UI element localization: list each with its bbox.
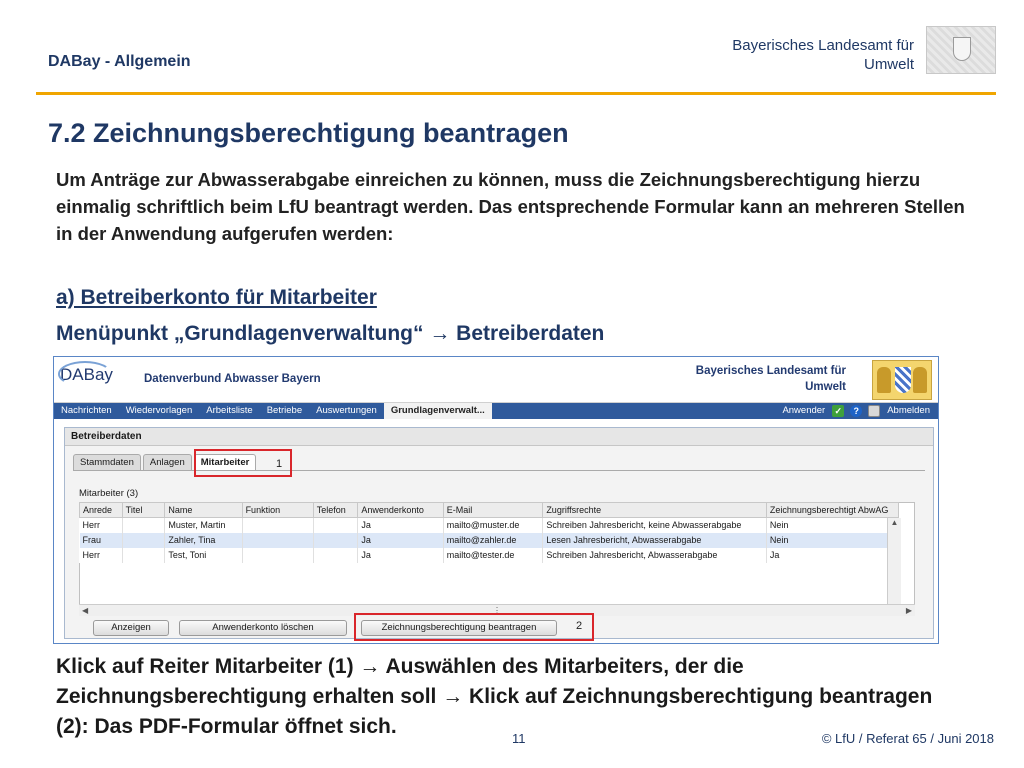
help-icon[interactable]: ? (850, 405, 862, 417)
scroll-grip-icon[interactable]: ⋮ (493, 606, 501, 615)
menu-item-arbeitsliste[interactable]: Arbeitsliste (206, 405, 253, 416)
app-org-name: Bayerisches Landesamt für Umwelt (695, 365, 846, 393)
column-header[interactable]: Anrede (80, 503, 123, 518)
tab-anlagen[interactable]: Anlagen (143, 454, 192, 470)
org-name-line1: Bayerisches Landesamt für (732, 37, 914, 54)
subheading: a) Betreiberkonto für Mitarbeiter (56, 286, 377, 309)
table-row[interactable]: Herr Muster, Martin Ja mailto@muster.de Schreiben Jahresbericht, keine Abwasserabgabe Nein (80, 518, 899, 533)
table-header-row (80, 503, 899, 518)
tab-mitarbeiter[interactable]: Mitarbeiter (194, 454, 257, 470)
menu-item-auswertungen[interactable]: Auswertungen (316, 405, 377, 416)
employee-list-label: Mitarbeiter (3) (79, 488, 139, 499)
vertical-scrollbar[interactable] (887, 518, 901, 604)
print-icon[interactable] (868, 405, 880, 417)
page-number: 11 (512, 731, 526, 746)
app-coat-of-arms-logo (872, 360, 932, 400)
menu-item-anwender[interactable]: Anwender (782, 405, 826, 416)
panel-title: Betreiberdaten (65, 428, 933, 446)
scroll-left-icon[interactable]: ◀ (82, 606, 89, 615)
tab-stammdaten[interactable]: Stammdaten (73, 454, 141, 470)
app-screenshot (53, 356, 939, 644)
table-row[interactable]: Herr Test, Toni Ja mailto@tester.de Schreiben Jahresbericht, Abwasserabgabe Ja (80, 548, 899, 563)
delete-account-button[interactable]: Anwenderkonto löschen (179, 620, 347, 636)
column-header[interactable]: Zeichnungsberechtigt AbwAG (766, 503, 898, 518)
menu-item-abmelden[interactable]: Abmelden (887, 405, 930, 416)
page-title: 7.2 Zeichnungsberechtigung beantragen (48, 118, 569, 148)
app-header (54, 357, 938, 403)
column-header[interactable]: Name (165, 503, 242, 518)
table-row-selected[interactable]: Frau Zahler, Tina Ja mailto@zahler.de Lesen Jahresbericht, Abwasserabgabe Nein (80, 533, 899, 548)
column-header[interactable]: Funktion (242, 503, 313, 518)
section-title: DABay - Allgemein (48, 53, 191, 70)
column-header[interactable]: Zugriffsrechte (543, 503, 767, 518)
column-header[interactable]: E-Mail (443, 503, 543, 518)
org-name (732, 36, 914, 74)
instruction-text: Klick auf Reiter Mitarbeiter (1) → Auswählen des Mitarbeiters, der die Zeichnungsberechtigung erhalten soll → Klick auf Zeichnungsberechtigung beantragen (2): Das PDF-Formular öffnet sich. (56, 655, 933, 738)
column-header[interactable]: Telefon (313, 503, 358, 518)
menu-item-grundlagenverwaltung[interactable]: Grundlagenverwalt... (384, 403, 492, 419)
shield-check-icon[interactable]: ✓ (832, 405, 844, 417)
dabay-logo: DABay (60, 365, 113, 385)
marker-2: 2 (576, 620, 583, 632)
scroll-right-icon[interactable]: ▶ (905, 606, 912, 615)
coat-of-arms-logo (926, 26, 996, 74)
highlight-box-2 (354, 613, 594, 641)
show-button[interactable]: Anzeigen (93, 620, 169, 636)
app-subtitle: Datenverbund Abwasser Bayern (144, 373, 321, 385)
org-name-line2: Umwelt (863, 56, 914, 73)
menu-path: Menüpunkt „Grundlagenverwaltung“ → Betreiberdaten (56, 322, 605, 345)
header-divider (36, 92, 996, 95)
main-menu (54, 403, 938, 419)
column-header[interactable]: Titel (122, 503, 165, 518)
copyright: © LfU / Referat 65 / Juni 2018 (821, 731, 994, 746)
menu-item-betriebe[interactable]: Betriebe (266, 405, 303, 416)
marker-1: 1 (276, 458, 283, 470)
employee-table (79, 502, 899, 563)
intro-text: Um Anträge zur Abwasserabgabe einreichen zu können, muss die Zeichnungsberechtigung hierzu einmalig schriftlich beim LfU beantragt werden. Das entsprechende Formular kann an mehreren Stellen in der Anwendung aufgerufen werden: (56, 169, 965, 244)
menu-item-nachrichten[interactable]: Nachrichten (61, 405, 112, 416)
column-header[interactable]: Anwenderkonto (358, 503, 443, 518)
request-signing-authority-button[interactable]: Zeichnungsberechtigung beantragen (361, 620, 557, 636)
scroll-up-icon[interactable]: ▲ (890, 518, 899, 527)
menu-item-wiedervorlagen[interactable]: Wiedervorlagen (125, 405, 193, 416)
